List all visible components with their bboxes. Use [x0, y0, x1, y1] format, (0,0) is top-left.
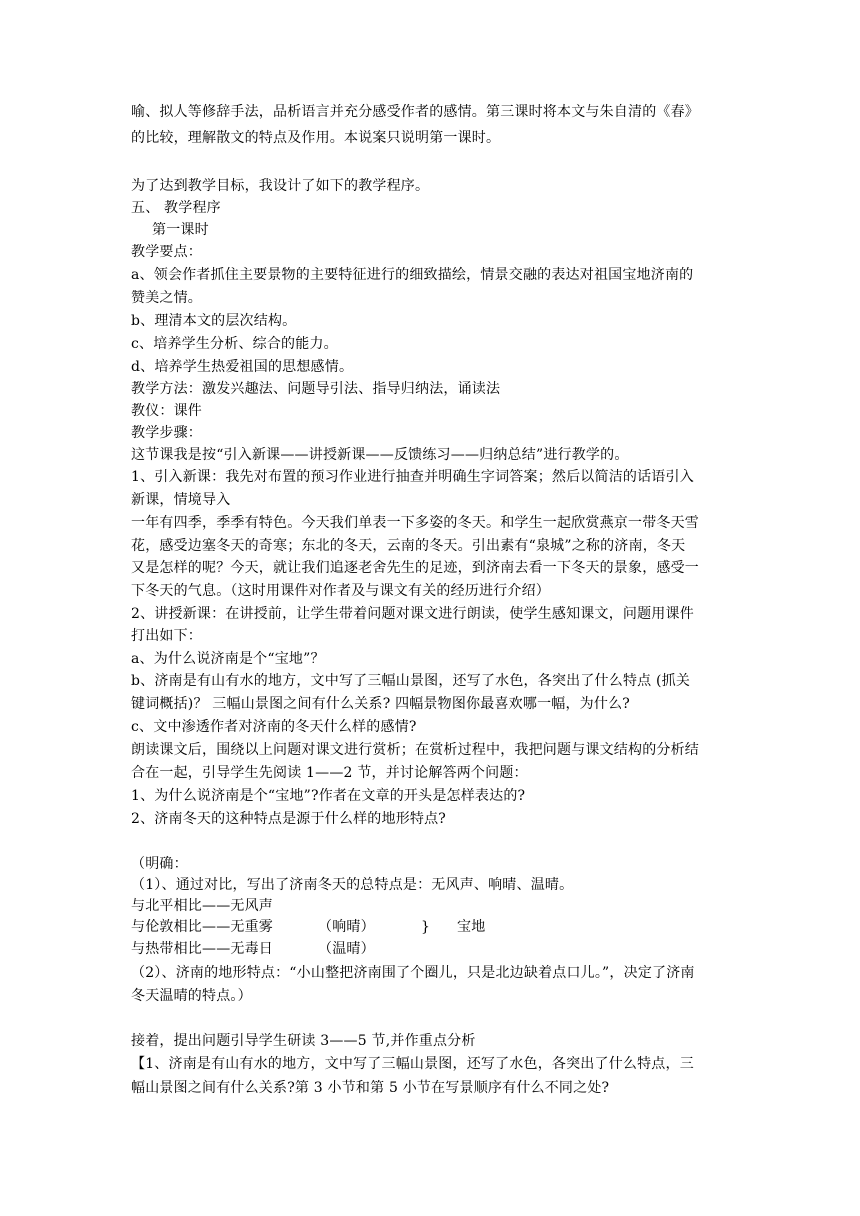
text-line: 接着，提出问题引导学生研读 3——5 节,并作重点分析 [131, 1033, 476, 1049]
text-line: 教学方法：激发兴趣法、问题导引法、指导归纳法，诵读法 [131, 381, 501, 397]
text-line: 一年有四季，季季有特色。今天我们单表一下多姿的冬天。和学生一起欣赏燕京一带冬天雪 [131, 515, 699, 531]
text-line: 1、引入新课：我先对布置的预习作业进行抽查并明确生字词答案；然后以简洁的话语引入 [131, 469, 694, 485]
text-line: 又是怎样的呢？今天，就让我们追逐老舍先生的足迹，到济南去看一下冬天的景象，感受一 [131, 560, 699, 576]
text-line: c、培养学生分析、综合的能力。 [131, 336, 338, 352]
text-line: 2、济南冬天的这种特点是源于什么样的地形特点? [131, 811, 447, 827]
comparison-text: 与热带相比——无毒日 [131, 941, 273, 957]
text-line: （明确： [131, 856, 188, 872]
text-line: 【1、济南是有山有水的地方，文中写了三幅山景图，还写了水色，各突出了什么特点，三 [131, 1056, 694, 1072]
text-line: 这节课我是按“引入新课——讲授新课——反馈练习——归纳总结”进行教学的。 [131, 447, 629, 463]
section-heading: 五、 教学程序 [131, 200, 221, 216]
text-line: （2）、济南的地形特点：“小山整把济南围了个圈儿，只是北边缺着点口儿。”，决定了济南 [131, 965, 695, 981]
text-line: 与北平相比——无风声 [131, 898, 273, 914]
text-line: 教仪：课件 [131, 403, 202, 419]
text-line: a、为什么说济南是个“宝地”？ [131, 651, 325, 667]
comparison-text: 与伦敦相比——无重雾 [131, 919, 273, 935]
comparison-note: （响晴） [318, 919, 375, 935]
text-line: b、理清本文的层次结构。 [131, 313, 297, 329]
lesson-title: 第一课时 [152, 222, 209, 238]
text-line: 教学步骤： [131, 425, 202, 441]
text-line: b、济南是有山有水的地方，文中写了三幅山景图，还写了水色，各突出了什么特点 (抓关 [131, 673, 691, 689]
text-line: 打出如下： [131, 628, 202, 644]
text-line: 花，感受边塞冬天的奇寒；东北的冬天，云南的冬天。引出素有“泉城”之称的济南，冬天 [131, 538, 686, 554]
comparison-result: 宝地 [457, 919, 486, 935]
text-line: d、培养学生热爱祖国的思想感情。 [131, 359, 354, 375]
text-line: 2、讲授新课：在讲授前，让学生带着问题对课文进行朗读，使学生感知课文，问题用课件 [131, 606, 694, 622]
text-line: 冬天温晴的特点。） [131, 988, 252, 1004]
comparison-row [131, 938, 741, 960]
text-line: c、文中渗透作者对济南的冬天什么样的感情? [131, 719, 417, 735]
text-line: 合在一起，引导学生先阅读 1——2 节，并讨论解答两个问题： [131, 765, 528, 781]
text-line: 1、为什么说济南是个“宝地”?作者在文章的开头是怎样表达的? [131, 788, 526, 804]
brace: } [421, 919, 431, 935]
text-line: 教学要点： [131, 244, 202, 260]
text-line: 键词概括)？ 三幅山景图之间有什么关系? 四幅景物图你最喜欢哪一幅，为什么? [131, 696, 630, 712]
text-line: 喻、拟人等修辞手法，品析语言并充分感受作者的感情。第三课时将本文与朱自清的《春》 [131, 104, 699, 120]
text-line: 为了达到教学目标，我设计了如下的教学程序。 [131, 178, 430, 194]
comparison-row [131, 916, 741, 938]
text-line: 下冬天的气息。（这时用课件对作者及与课文有关的经历进行介绍） [131, 583, 550, 599]
text-line: 的比较，理解散文的特点及作用。本说案只说明第一课时。 [131, 130, 501, 146]
comparison-note: （温晴） [318, 941, 375, 957]
text-line: （1）、通过对比，写出了济南冬天的总特点是：无风声、响晴、温晴。 [131, 877, 574, 893]
text-line: 赞美之情。 [131, 290, 202, 306]
text-line: a、领会作者抓住主要景物的主要特征进行的细致描绘，情景交融的表达对祖国宝地济南的 [131, 267, 694, 283]
text-line: 幅山景图之间有什么关系?第 3 小节和第 5 小节在写景顺序有什么不同之处? [131, 1080, 610, 1096]
text-line: 新课，情境导入 [131, 492, 231, 508]
text-line: 朗读课文后，围绕以上问题对课文进行赏析；在赏析过程中，我把问题与课文结构的分析结 [131, 742, 699, 758]
